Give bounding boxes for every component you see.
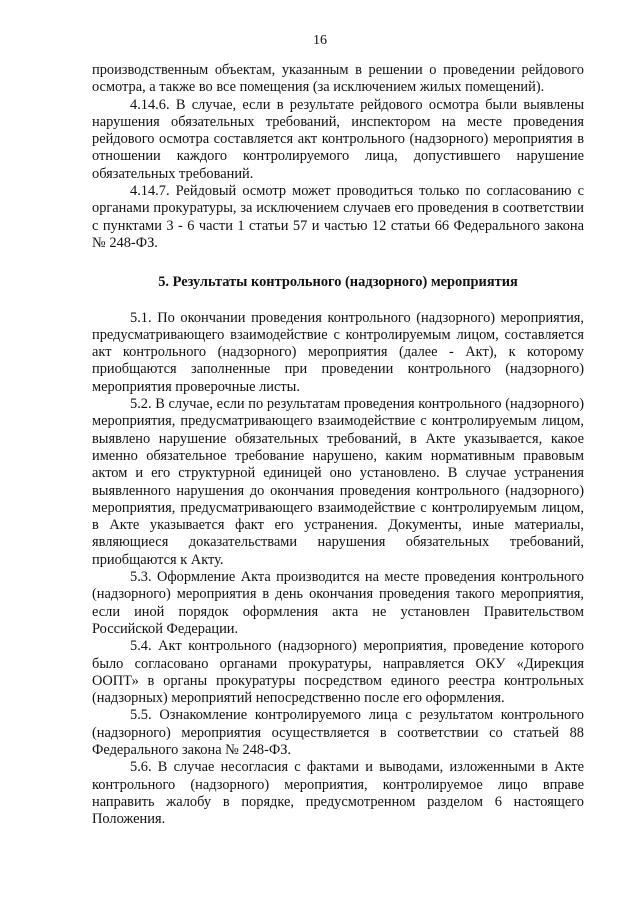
paragraph-continuation: производственным объектам, указанным в решении о проведении рейдового осмотра, а также во все помещения (за исключением жилых помещений). xyxy=(92,62,584,96)
paragraph-4-14-6: 4.14.6. В случае, если в результате рейдового осмотра были выявлены нарушения обязательных требований, инспектором на месте проведения рейдового осмотра составляется акт контрольного (надзорного) мероприятия в отношении каждого контролируемого лица, допустившего нарушение обязательных требований. xyxy=(92,96,584,182)
paragraph-5-2: 5.2. В случае, если по результатам проведения контрольного (надзорного) мероприятия, предусматривающего взаимодействие с контролируемым лицом, выявлено нарушение обязательных требований, в Акте указывается, какое именно обязательное требование нарушено, каким нормативным правовым актом и его структурной единицей оно установлено. В случае устранения выявленного нарушения до окончания проведения контрольного (надзорного) мероприятия, предусматривающего взаимодействие с контролируемым лицом, в Акте указывается факт его устранения. Документы, иные материалы, являющиеся доказательствами нарушения обязательных требований, приобщаются к Акту. xyxy=(92,396,584,568)
section-heading: 5. Результаты контрольного (надзорного) мероприятия xyxy=(158,274,518,291)
paragraph-5-3: 5.3. Оформление Акта производится на месте проведения контрольного (надзорного) мероприятия в день окончания проведения такого мероприятия, если иной порядок оформления акта не установлен Правительством Российской Федерации. xyxy=(92,569,584,637)
page-number: 16 xyxy=(313,33,327,48)
paragraph-5-6: 5.6. В случае несогласия с фактами и выводами, изложенными в Акте контрольного (надзорного) мероприятия, контролируемое лицо вправе направить жалобу в порядке, предусмотренном разделом 6 настоящего Положения. xyxy=(92,759,584,828)
paragraph-5-4: 5.4. Акт контрольного (надзорного) мероприятия, проведение которого было согласовано органами прокуратуры, направляется ОКУ «Дирекция ООПТ» в органы прокуратуры посредством единого реестра контрольных (надзорных) мероприятий непосредственно после его оформления. xyxy=(92,638,584,707)
paragraph-5-1: 5.1. По окончании проведения контрольного (надзорного) мероприятия, предусматривающего взаимодействие с контролируемым лицом, составляется акт контрольного (надзорного) мероприятия (далее - Акт), к которому приобщаются заполненные при проведении контрольного (надзорного) мероприятия проверочные листы. xyxy=(92,309,584,395)
paragraph-4-14-7: 4.14.7. Рейдовый осмотр может проводиться только по согласованию с органами прокуратуры, за исключением случаев его проведения в соответствии с пунктами 3 - 6 части 1 статьи 57 и частью 12 статьи 66 Федерального закона № 248-ФЗ. xyxy=(92,183,584,251)
paragraph-5-5: 5.5. Ознакомление контролируемого лица с результатом контрольного (надзорного) мероприятия осуществляется в соответствии со статьей 88 Федерального закона № 248-ФЗ. xyxy=(92,707,584,758)
document-body xyxy=(92,62,584,828)
